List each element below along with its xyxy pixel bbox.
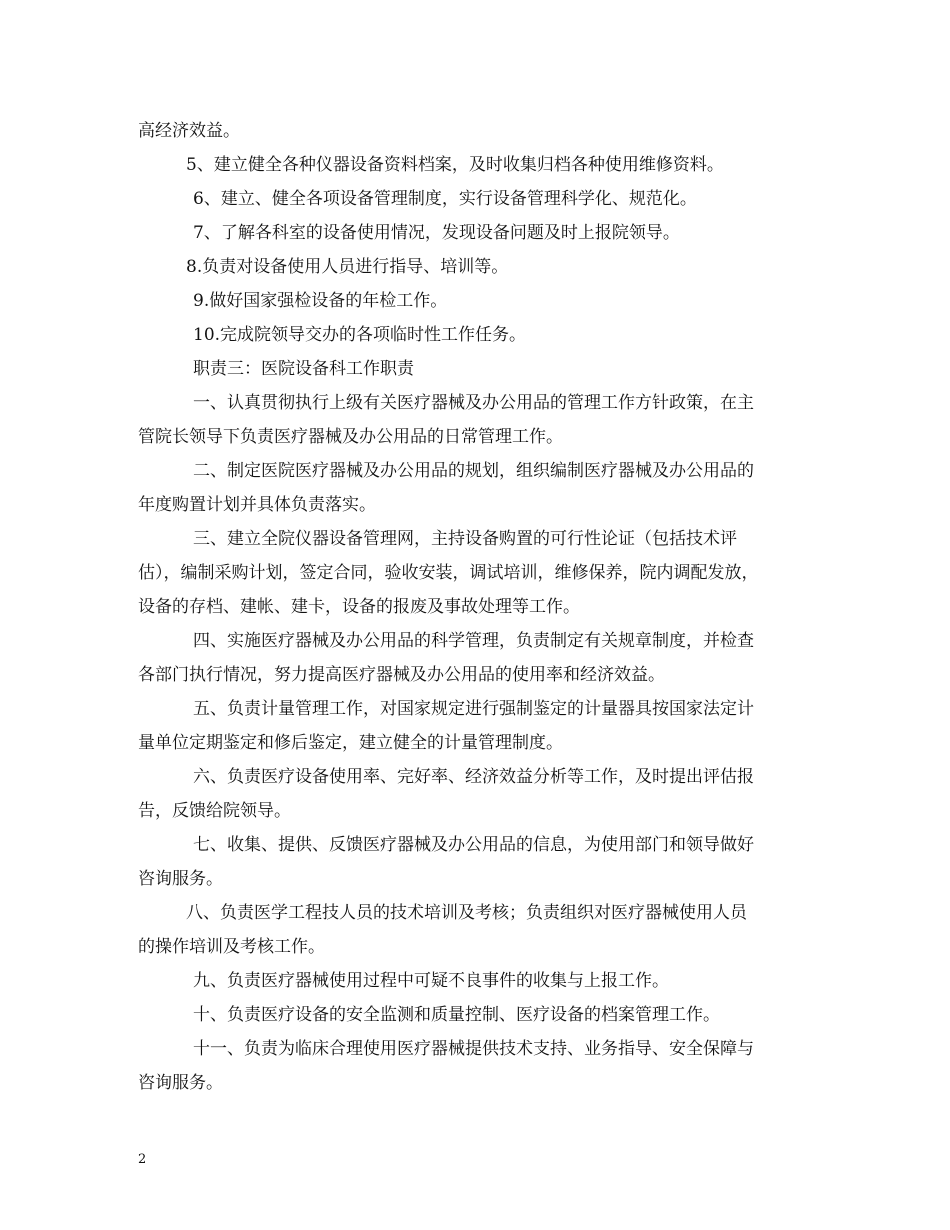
text-line: 7、了解各科室的设备使用情况，发现设备问题及时上报院领导。 bbox=[193, 223, 680, 243]
text-line: 高经济效益。 bbox=[138, 121, 240, 141]
text-line: 五、负责计量管理工作，对国家规定进行强制鉴定的计量器具按国家法定计 bbox=[193, 699, 754, 719]
section-heading: 职责三：医院设备科工作职责 bbox=[193, 359, 414, 379]
text-line: 十一、负责为临床合理使用医疗器械提供技术支持、业务指导、安全保障与 bbox=[193, 1039, 754, 1059]
text-line: 告，反馈给院领导。 bbox=[138, 801, 291, 821]
text-line: 10.完成院领导交办的各项临时性工作任务。 bbox=[193, 325, 527, 345]
page-number: 2 bbox=[138, 1152, 147, 1167]
text-line: 十、负责医疗设备的安全监测和质量控制、医疗设备的档案管理工作。 bbox=[193, 1005, 720, 1025]
text-line: 的操作培训及考核工作。 bbox=[138, 937, 325, 957]
text-line: 咨询服务。 bbox=[138, 869, 223, 889]
text-line: 估），编制采购计划，签定合同，验收安装，调试培训，维修保养，院内调配发放， bbox=[138, 563, 759, 583]
text-line: 三、建立全院仪器设备管理网，主持设备购置的可行性论证（包括技术评 bbox=[193, 529, 737, 549]
text-line: 一、认真贯彻执行上级有关医疗器械及办公用品的管理工作方针政策，在主 bbox=[193, 393, 754, 413]
text-line: 9.做好国家强检设备的年检工作。 bbox=[193, 291, 448, 311]
text-line: 5、建立健全各种仪器设备资料档案，及时收集归档各种使用维修资料。 bbox=[186, 155, 724, 175]
text-line: 二、制定医院医疗器械及办公用品的规划，组织编制医疗器械及办公用品的 bbox=[193, 461, 754, 481]
text-line: 咨询服务。 bbox=[138, 1073, 223, 1093]
text-line: 6、建立、健全各项设备管理制度，实行设备管理科学化、规范化。 bbox=[193, 189, 697, 209]
text-line: 8.负责对设备使用人员进行指导、培训等。 bbox=[186, 257, 509, 277]
text-line: 七、收集、提供、反馈医疗器械及办公用品的信息，为使用部门和领导做好 bbox=[193, 835, 754, 855]
text-line: 年度购置计划并具体负责落实。 bbox=[138, 495, 376, 515]
text-line: 九、负责医疗器械使用过程中可疑不良事件的收集与上报工作。 bbox=[193, 971, 669, 991]
text-line: 四、实施医疗器械及办公用品的科学管理，负责制定有关规章制度，并检查 bbox=[193, 631, 754, 651]
text-line: 管院长领导下负责医疗器械及办公用品的日常管理工作。 bbox=[138, 427, 563, 447]
text-line: 八、负责医学工程技人员的技术培训及考核；负责组织对医疗器械使用人员 bbox=[186, 903, 747, 923]
text-line: 各部门执行情况，努力提高医疗器械及办公用品的使用率和经济效益。 bbox=[138, 665, 665, 685]
text-line: 设备的存档、建帐、建卡，设备的报废及事故处理等工作。 bbox=[138, 597, 580, 617]
text-line: 六、负责医疗设备使用率、完好率、经济效益分析等工作，及时提出评估报 bbox=[193, 767, 754, 787]
text-line: 量单位定期鉴定和修后鉴定，建立健全的计量管理制度。 bbox=[138, 733, 563, 753]
